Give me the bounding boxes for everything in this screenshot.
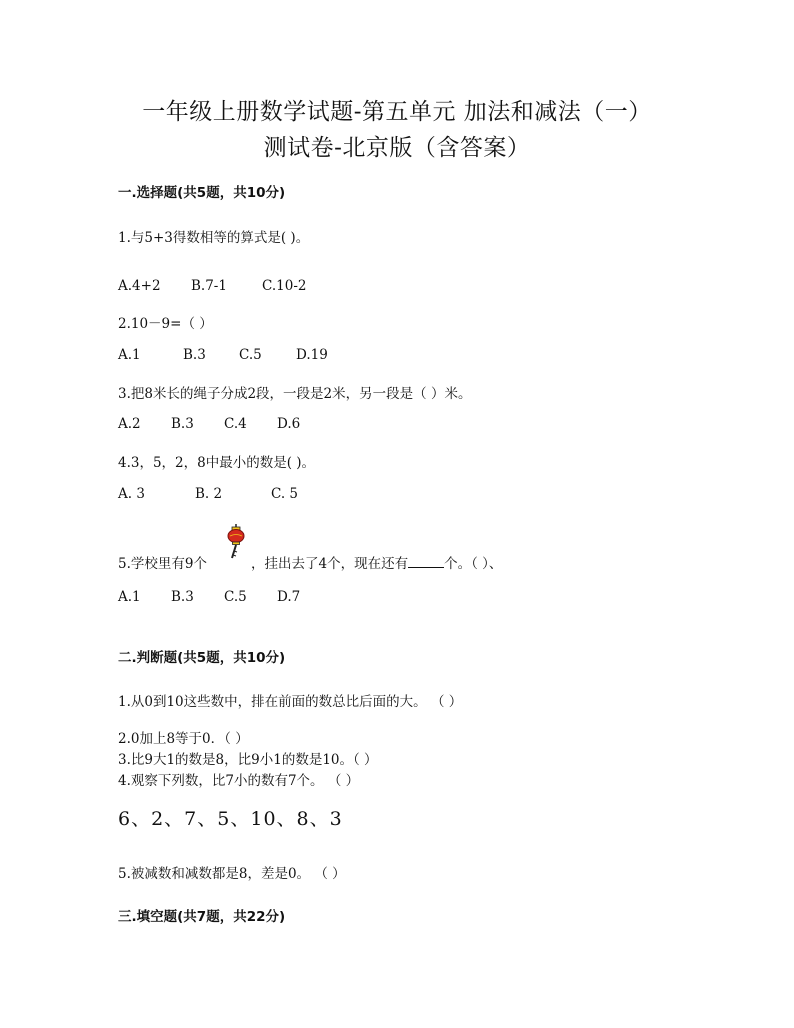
question-1-5-text-before: 5.学校里有9个 — [118, 556, 207, 572]
section-heading-judge: 二.判断题(共5题，共10分) — [118, 650, 286, 666]
question-2-4-number-list: 6、2、7、5、10、8、3 — [118, 808, 343, 830]
option-a: A.1 — [118, 347, 141, 363]
option-a: A. 3 — [118, 486, 145, 502]
option-d: D.6 — [277, 416, 301, 432]
question-2-3: 3.比9大1的数是8，比9小1的数是10。（ ） — [118, 752, 378, 768]
option-c: C.4 — [224, 416, 247, 432]
option-a: A.2 — [118, 416, 141, 432]
question-1-1: 1.与5+3得数相等的算式是( )。 — [118, 230, 310, 246]
option-d: D.7 — [277, 589, 301, 605]
question-1-5-text-after: ，挂出去了4个，现在还有 — [250, 556, 409, 572]
question-1-4: 4.3，5，2，8中最小的数是( )。 — [118, 455, 316, 471]
section-heading-fill: 三.填空题(共7题，共22分) — [118, 909, 286, 925]
option-b: B. 2 — [195, 486, 223, 502]
option-b: B.3 — [183, 347, 206, 363]
option-a: A.1 — [118, 589, 141, 605]
question-2-2: 2.0加上8等于0．（ ） — [118, 731, 249, 747]
question-1-2: 2.10－9=（ ） — [118, 316, 213, 332]
option-b: B.3 — [171, 416, 194, 432]
question-2-5: 5.被减数和减数都是8，差是0。 （ ） — [118, 866, 346, 882]
question-1-3: 3.把8米长的绳子分成2段，一段是2米，另一段是（ ）米。 — [118, 386, 472, 402]
lantern-icon — [224, 524, 248, 562]
section-heading-choice: 一.选择题(共5题，共10分) — [118, 185, 286, 201]
option-b: B.3 — [171, 589, 194, 605]
answer-blank — [408, 555, 444, 568]
option-d: D.19 — [296, 347, 328, 363]
option-c: C.5 — [239, 347, 262, 363]
option-c: C. 5 — [271, 486, 299, 502]
option-c: C.10-2 — [262, 278, 307, 294]
option-a: A.4+2 — [118, 278, 161, 294]
option-c: C.5 — [224, 589, 247, 605]
question-1-5-text-end: 个。（ ）、 — [444, 556, 503, 572]
page-title-line1: 一年级上册数学试题-第五单元 加法和减法（一） — [142, 99, 652, 125]
page-title-line2: 测试卷-北京版（含答案） — [263, 135, 531, 161]
question-1-5 — [118, 552, 502, 572]
question-2-4: 4.观察下列数，比7小的数有7个。 （ ） — [118, 773, 360, 789]
option-b: B.7-1 — [191, 278, 227, 294]
question-2-1: 1.从0到10这些数中，排在前面的数总比后面的大。 （ ） — [118, 694, 463, 710]
